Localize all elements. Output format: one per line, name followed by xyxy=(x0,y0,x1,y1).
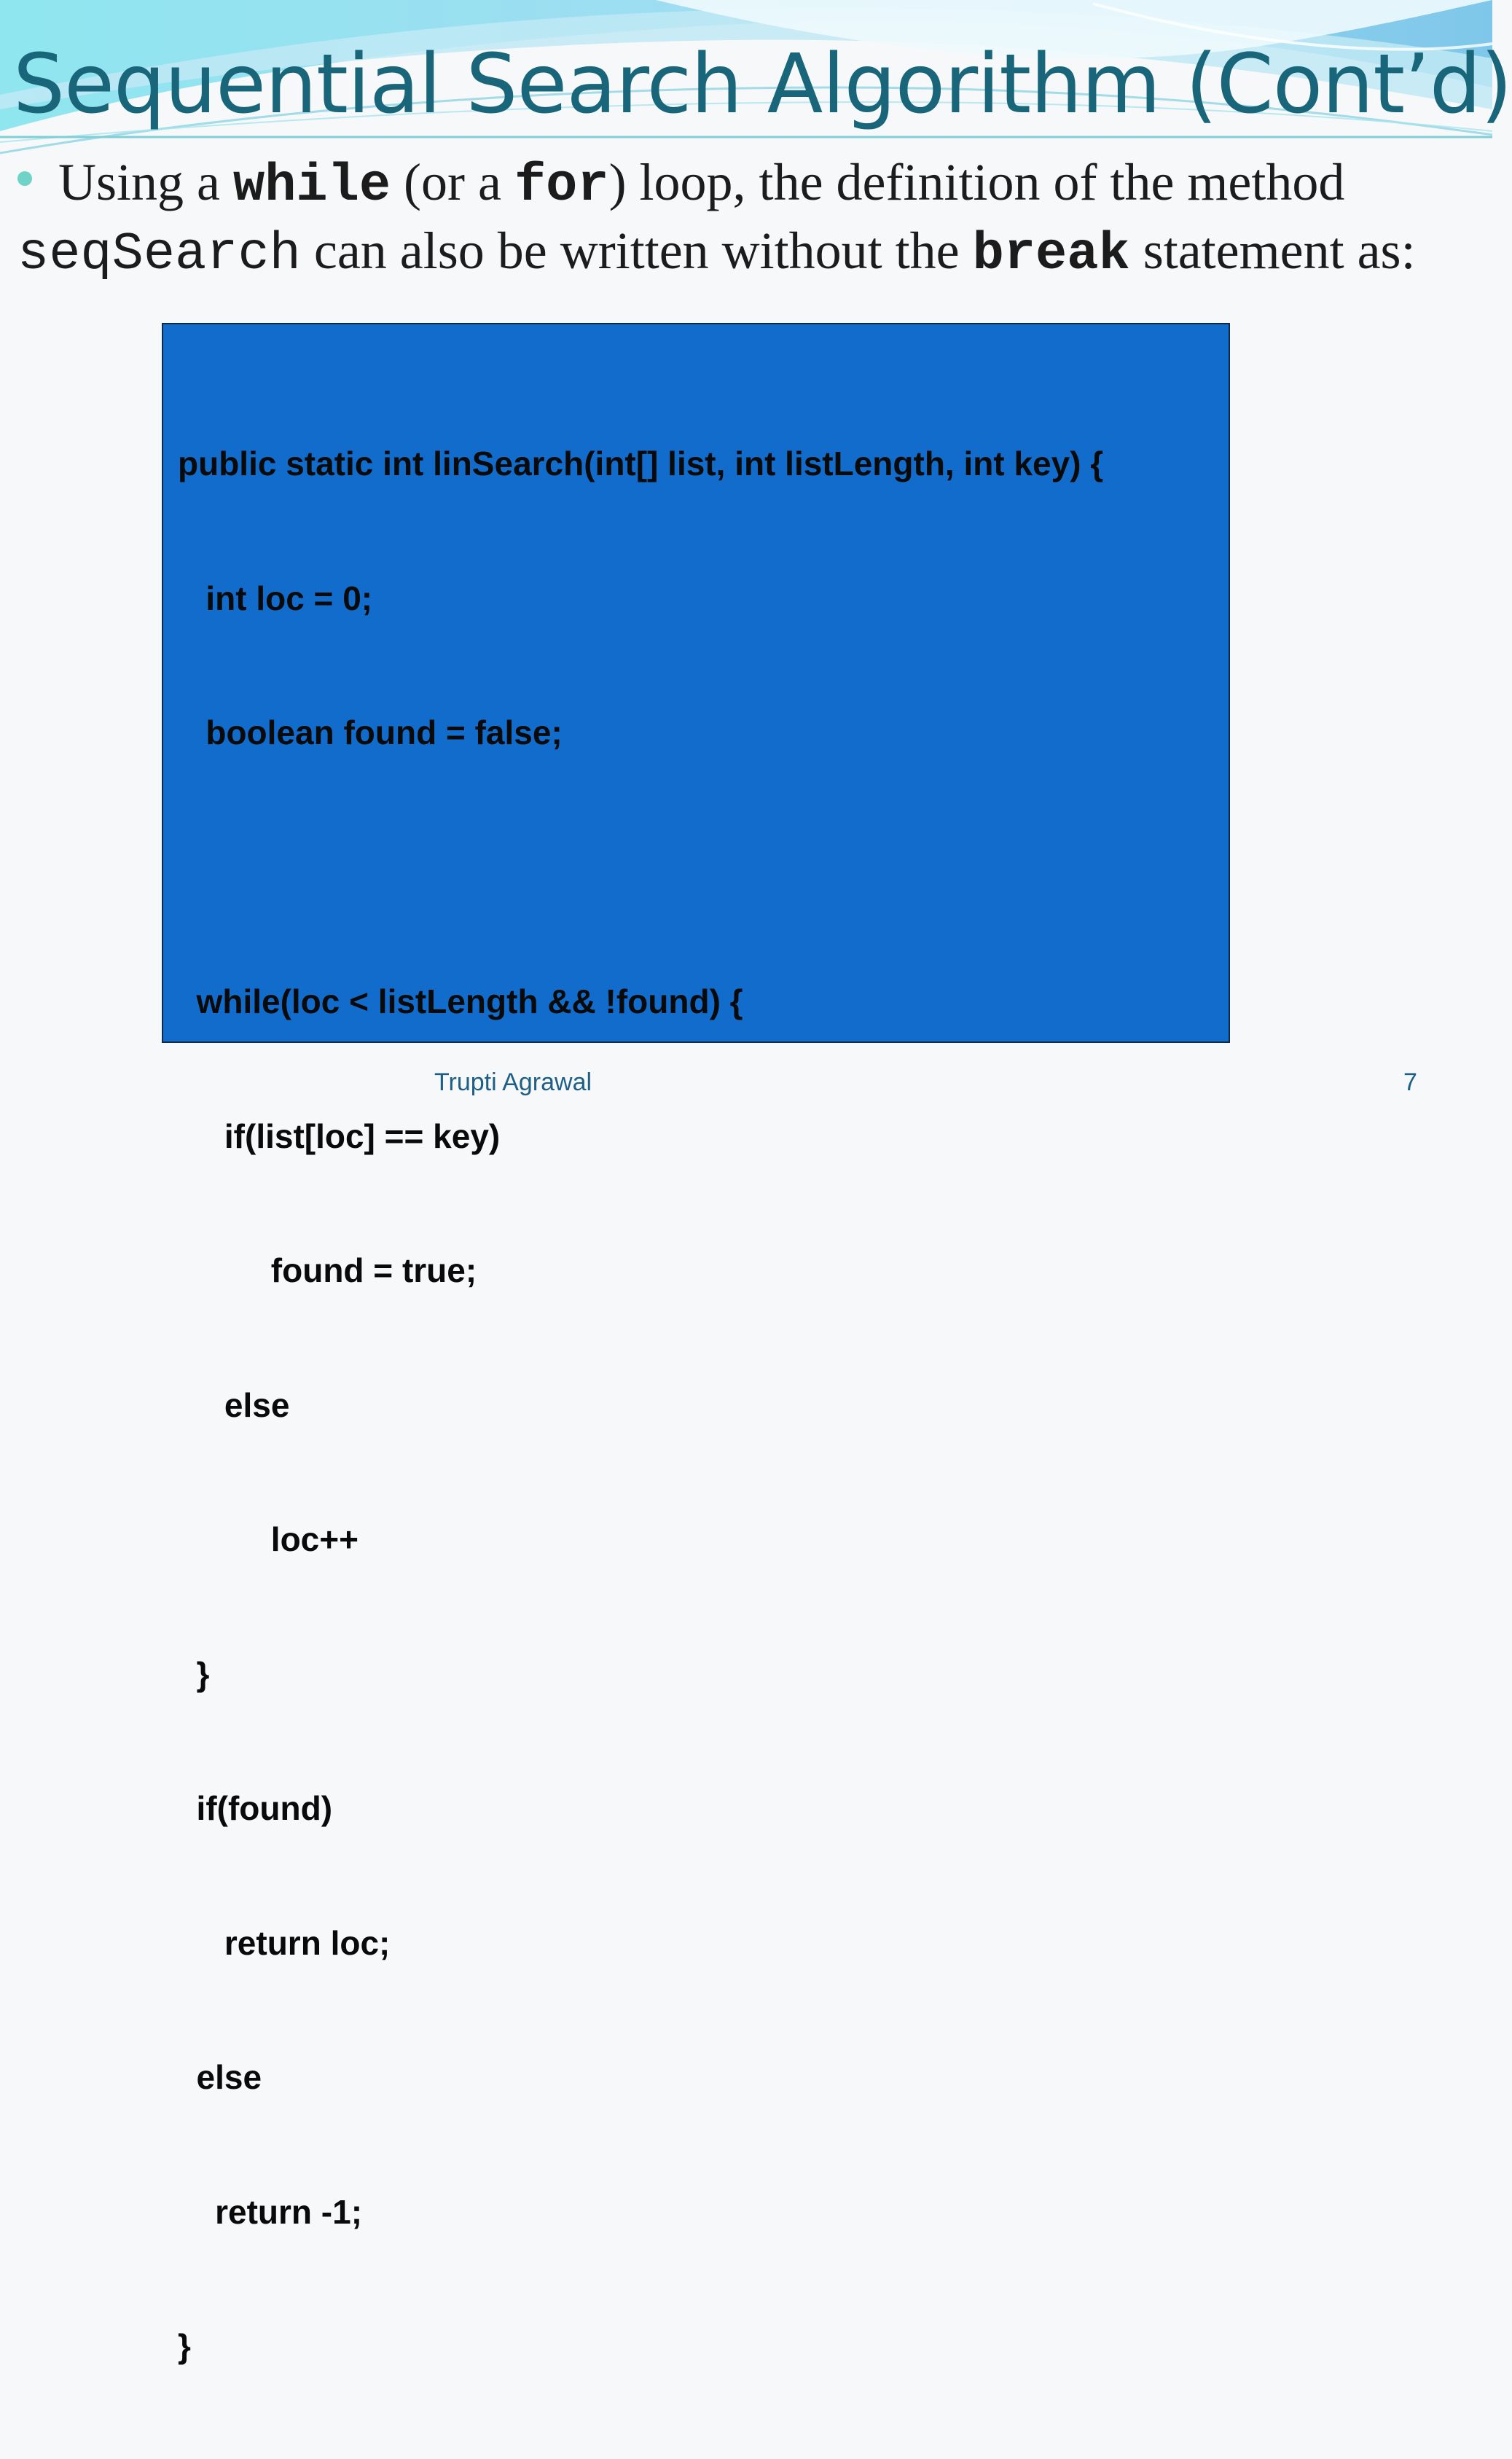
bullet-paragraph xyxy=(17,150,1475,287)
text-segment: statement as: xyxy=(1129,222,1416,280)
code-line: boolean found = false; xyxy=(178,714,563,751)
footer-author: Trupti Agrawal xyxy=(434,1068,592,1096)
slide-title: Sequential Search Algorithm (Cont’d) xyxy=(13,37,1512,132)
bullet-icon xyxy=(17,171,32,186)
code-line: else xyxy=(178,2058,262,2096)
code-line: } xyxy=(178,1654,210,1693)
code-line: while(loc < listLength && !found) { xyxy=(178,982,743,1020)
code-line: return -1; xyxy=(178,2192,363,2231)
code-line: } xyxy=(178,2327,191,2365)
code-line: loc++ xyxy=(178,1520,359,1558)
code-line: return loc; xyxy=(178,1923,391,1962)
keyword-break: break xyxy=(972,224,1130,284)
code-line: if(list[loc] == key) xyxy=(178,1117,501,1155)
slide-number: 7 xyxy=(1403,1068,1417,1096)
text-segment: (or a xyxy=(391,153,514,211)
code-lines xyxy=(178,352,1103,2459)
text-segment: can also be written without the xyxy=(300,222,973,280)
code-line xyxy=(178,845,1103,891)
method-name-seqsearch: seqSearch xyxy=(17,224,301,284)
keyword-for: for xyxy=(514,156,609,216)
text-segment: ) loop, the definition of the method xyxy=(608,153,1345,211)
text-segment: Using a xyxy=(58,153,233,211)
code-line: public static int linSearch(int[] list, int listLength, int key) { xyxy=(178,445,1104,482)
code-line: found = true; xyxy=(178,1251,477,1289)
code-line: int loc = 0; xyxy=(178,579,373,617)
code-line: else xyxy=(178,1385,290,1424)
code-line: if(found) xyxy=(178,1789,333,1827)
keyword-while: while xyxy=(232,156,391,216)
